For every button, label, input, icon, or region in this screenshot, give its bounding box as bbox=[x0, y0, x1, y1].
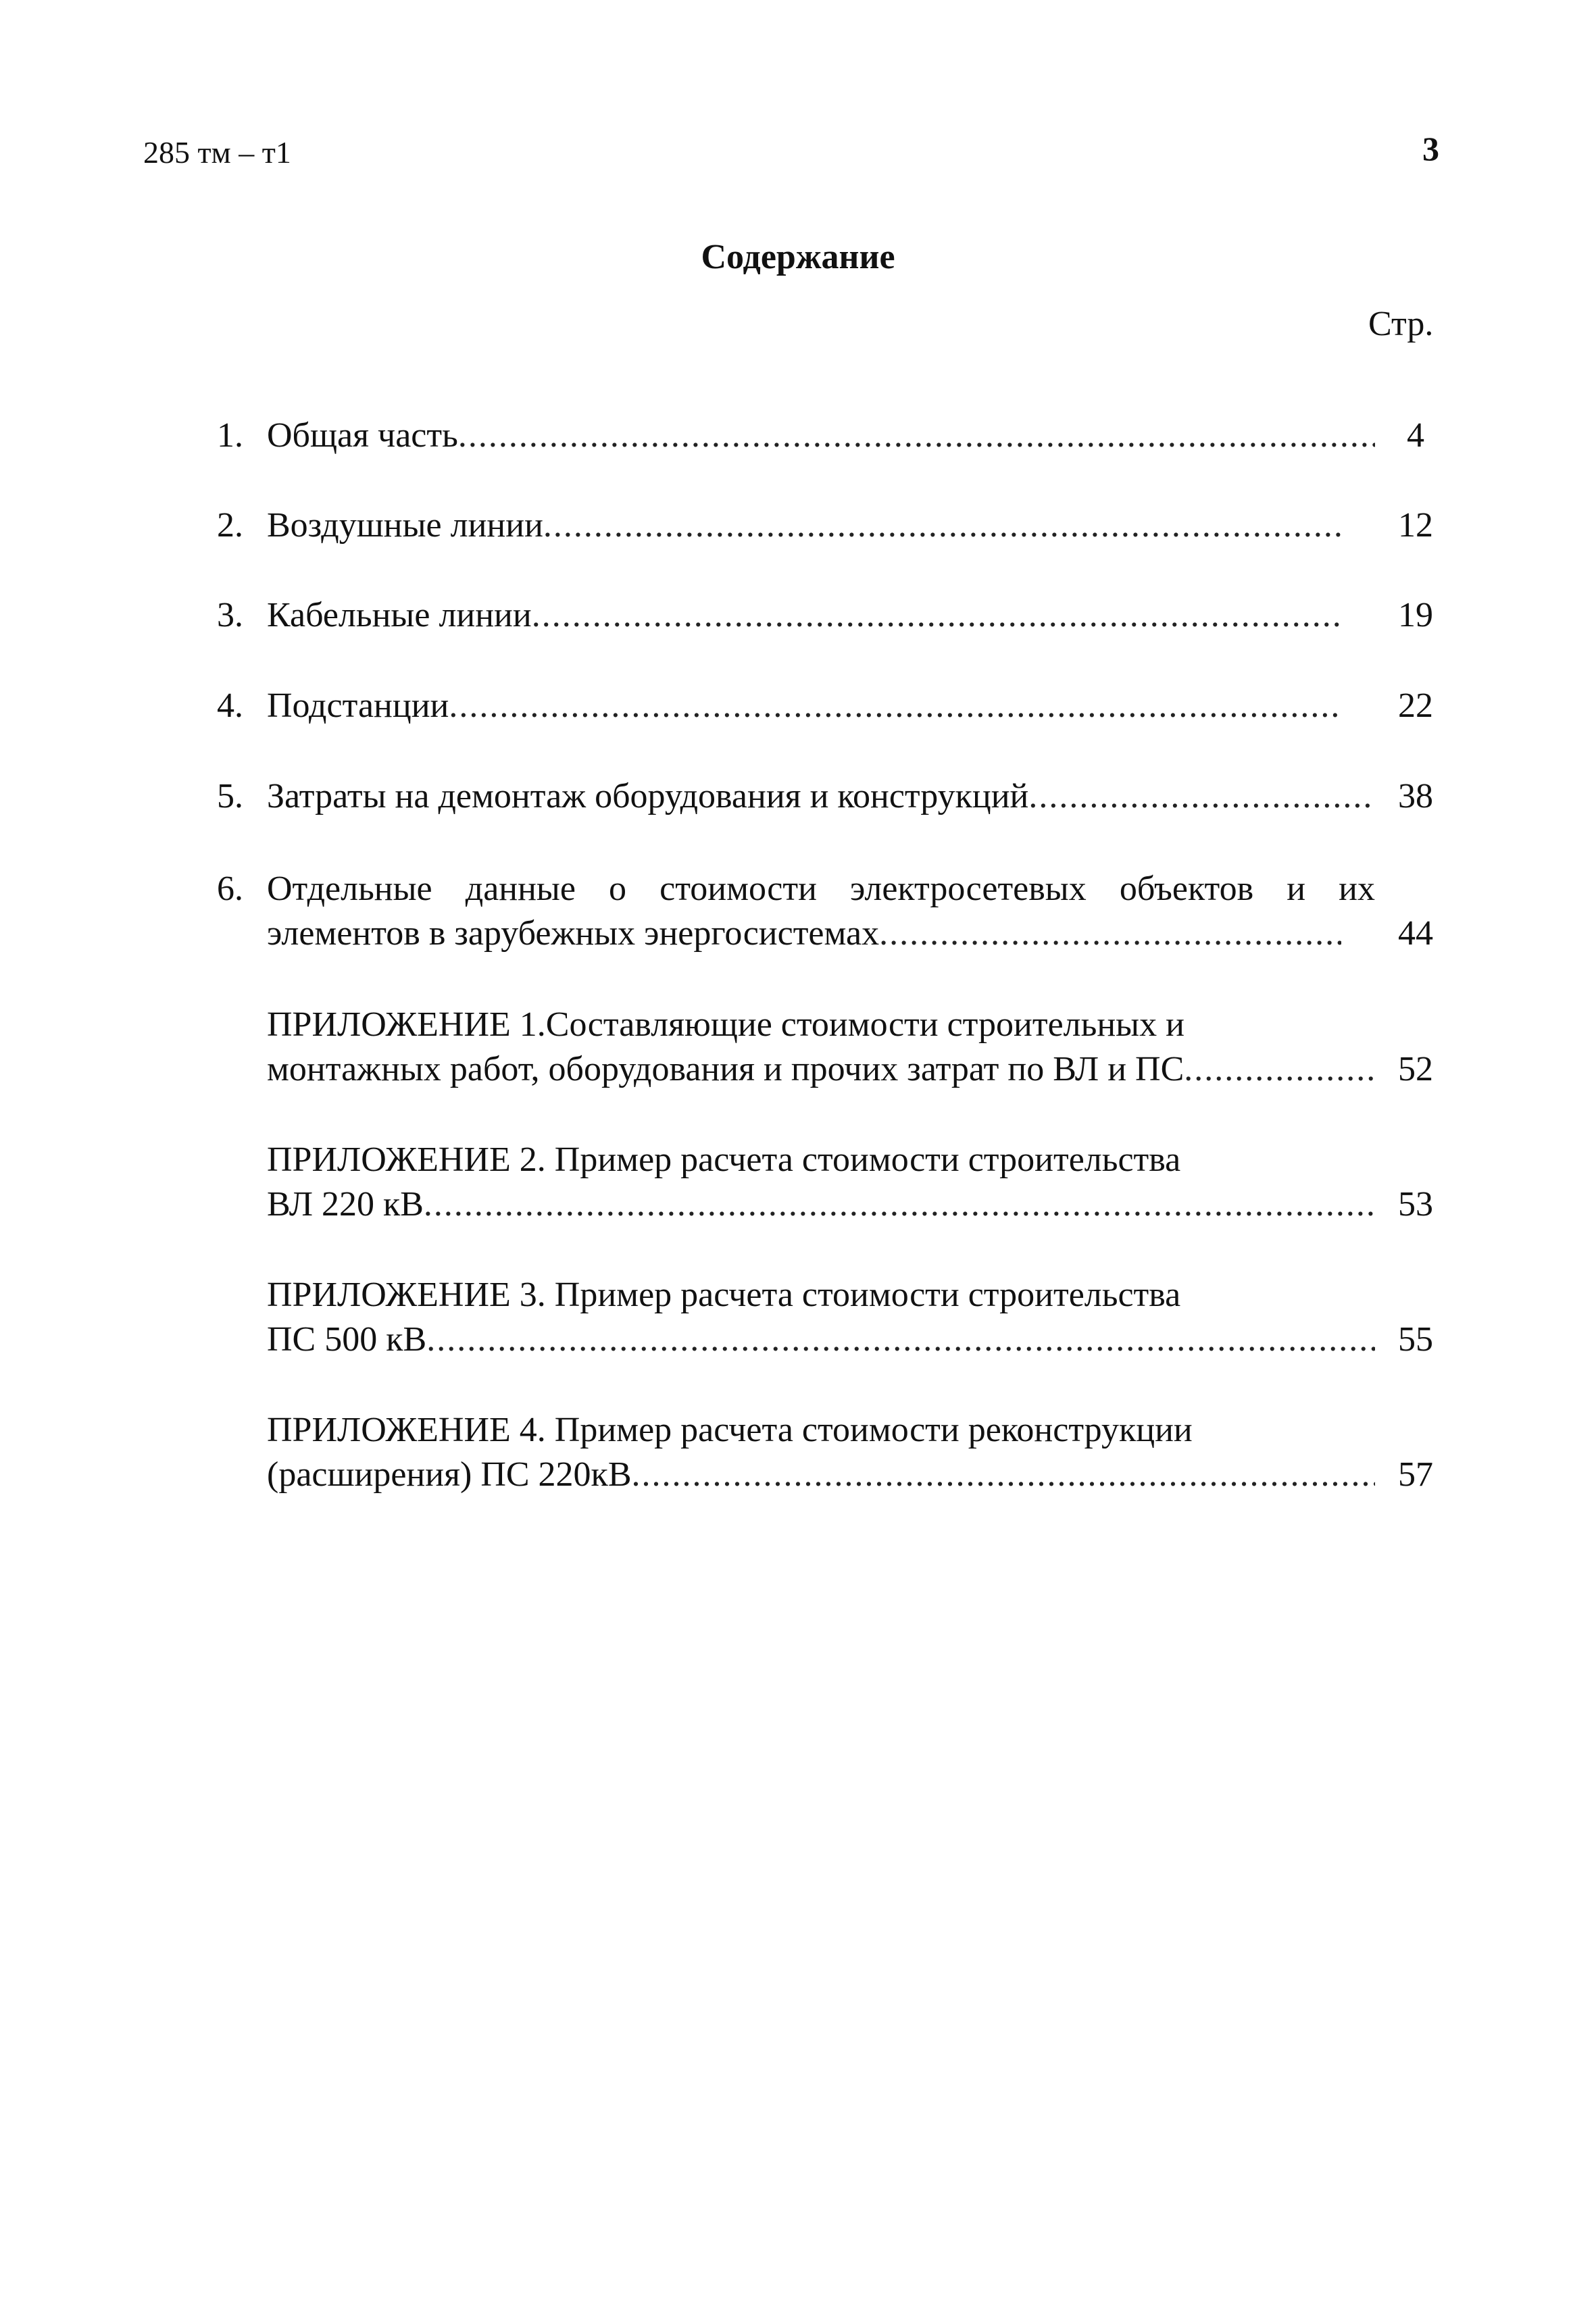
dot-leader bbox=[426, 1317, 1375, 1362]
toc-entry-title bbox=[267, 867, 1375, 956]
toc-entry-title bbox=[267, 1003, 1375, 1092]
toc-entry-title bbox=[267, 684, 1375, 728]
toc-entry-line: Воздушные линии bbox=[267, 506, 543, 545]
toc-entry-line: ПРИЛОЖЕНИЕ 1.Составляющие стоимости строительных и bbox=[267, 1005, 1184, 1044]
page-column-label: Стр. bbox=[1368, 305, 1434, 343]
toc-entry-line: ВЛ 220 кВ bbox=[267, 1185, 424, 1224]
toc-entry-page: 44 bbox=[1398, 914, 1433, 953]
toc-entry-2[interactable] bbox=[0, 503, 1596, 548]
toc-appendix-3[interactable] bbox=[0, 1273, 1596, 1362]
toc-entry-line: Подстанции bbox=[267, 686, 449, 725]
toc-entry-title bbox=[267, 1273, 1375, 1362]
toc-entry-number: 3. bbox=[217, 596, 243, 634]
dot-leader bbox=[879, 911, 1341, 956]
toc-entry-1[interactable] bbox=[0, 413, 1596, 458]
toc-entry-page: 55 bbox=[1398, 1320, 1433, 1359]
toc-entry-page: 38 bbox=[1398, 777, 1433, 815]
toc-entry-page: 22 bbox=[1398, 686, 1433, 725]
toc-appendix-4[interactable] bbox=[0, 1408, 1596, 1497]
toc-entry-page: 19 bbox=[1398, 596, 1433, 634]
dot-leader bbox=[543, 503, 1341, 548]
toc-entry-number: 2. bbox=[217, 506, 243, 545]
toc-entry-page: 57 bbox=[1398, 1455, 1433, 1494]
toc-entry-line: ПРИЛОЖЕНИЕ 3. Пример расчета стоимости строительства bbox=[267, 1276, 1181, 1314]
dot-leader bbox=[458, 413, 1375, 458]
toc-entry-number: 5. bbox=[217, 777, 243, 815]
toc-entry-title bbox=[267, 413, 1375, 458]
toc-entry-page: 12 bbox=[1398, 506, 1433, 545]
dot-leader bbox=[632, 1453, 1376, 1497]
toc-entry-line: Кабельные линии bbox=[267, 596, 532, 634]
toc-entry-page: 4 bbox=[1407, 416, 1424, 455]
toc-entry-line: Затраты на демонтаж оборудования и конструкций bbox=[267, 777, 1029, 815]
toc-entry-number: 4. bbox=[217, 686, 243, 725]
toc-title: Содержание bbox=[701, 238, 895, 276]
dot-leader bbox=[449, 684, 1341, 728]
toc-entry-line: (расширения) ПС 220кВ bbox=[267, 1455, 632, 1494]
toc-entry-page: 52 bbox=[1398, 1050, 1433, 1088]
toc-entry-title bbox=[267, 593, 1375, 638]
dot-leader bbox=[424, 1182, 1375, 1227]
document-code: 285 тм – т1 bbox=[143, 135, 291, 170]
toc-entry-line: Отдельные данные о стоимости электросетевых объектов и их bbox=[267, 870, 1375, 908]
toc-appendix-1[interactable] bbox=[0, 1003, 1596, 1092]
toc-entry-page: 53 bbox=[1398, 1185, 1433, 1224]
toc-entry-line: ПРИЛОЖЕНИЕ 4. Пример расчета стоимости реконструкции bbox=[267, 1411, 1193, 1449]
toc-entry-5[interactable] bbox=[0, 774, 1596, 819]
toc-entry-line: монтажных работ, оборудования и прочих затрат по ВЛ и ПС bbox=[267, 1050, 1184, 1088]
toc-entry-6[interactable] bbox=[0, 867, 1596, 956]
toc-entry-line: ПС 500 кВ bbox=[267, 1320, 427, 1359]
dot-leader bbox=[1184, 1047, 1375, 1092]
toc-entry-number: 6. bbox=[217, 870, 243, 908]
toc-entry-title bbox=[267, 1138, 1375, 1227]
dot-leader bbox=[1028, 774, 1375, 819]
toc-entry-line: ПРИЛОЖЕНИЕ 2. Пример расчета стоимости строительства bbox=[267, 1140, 1181, 1179]
dot-leader bbox=[532, 593, 1341, 638]
toc-entry-line: Общая часть bbox=[267, 416, 458, 455]
toc-appendix-2[interactable] bbox=[0, 1138, 1596, 1227]
toc-entry-number: 1. bbox=[217, 416, 243, 455]
toc-entry-4[interactable] bbox=[0, 684, 1596, 728]
toc-entry-title bbox=[267, 1408, 1375, 1497]
toc-entry-title bbox=[267, 503, 1375, 548]
page-number: 3 bbox=[1422, 130, 1439, 168]
toc-entry-title bbox=[267, 774, 1375, 819]
toc-entry-line: элементов в зарубежных энергосистемах bbox=[267, 914, 880, 953]
toc-entry-3[interactable] bbox=[0, 593, 1596, 638]
